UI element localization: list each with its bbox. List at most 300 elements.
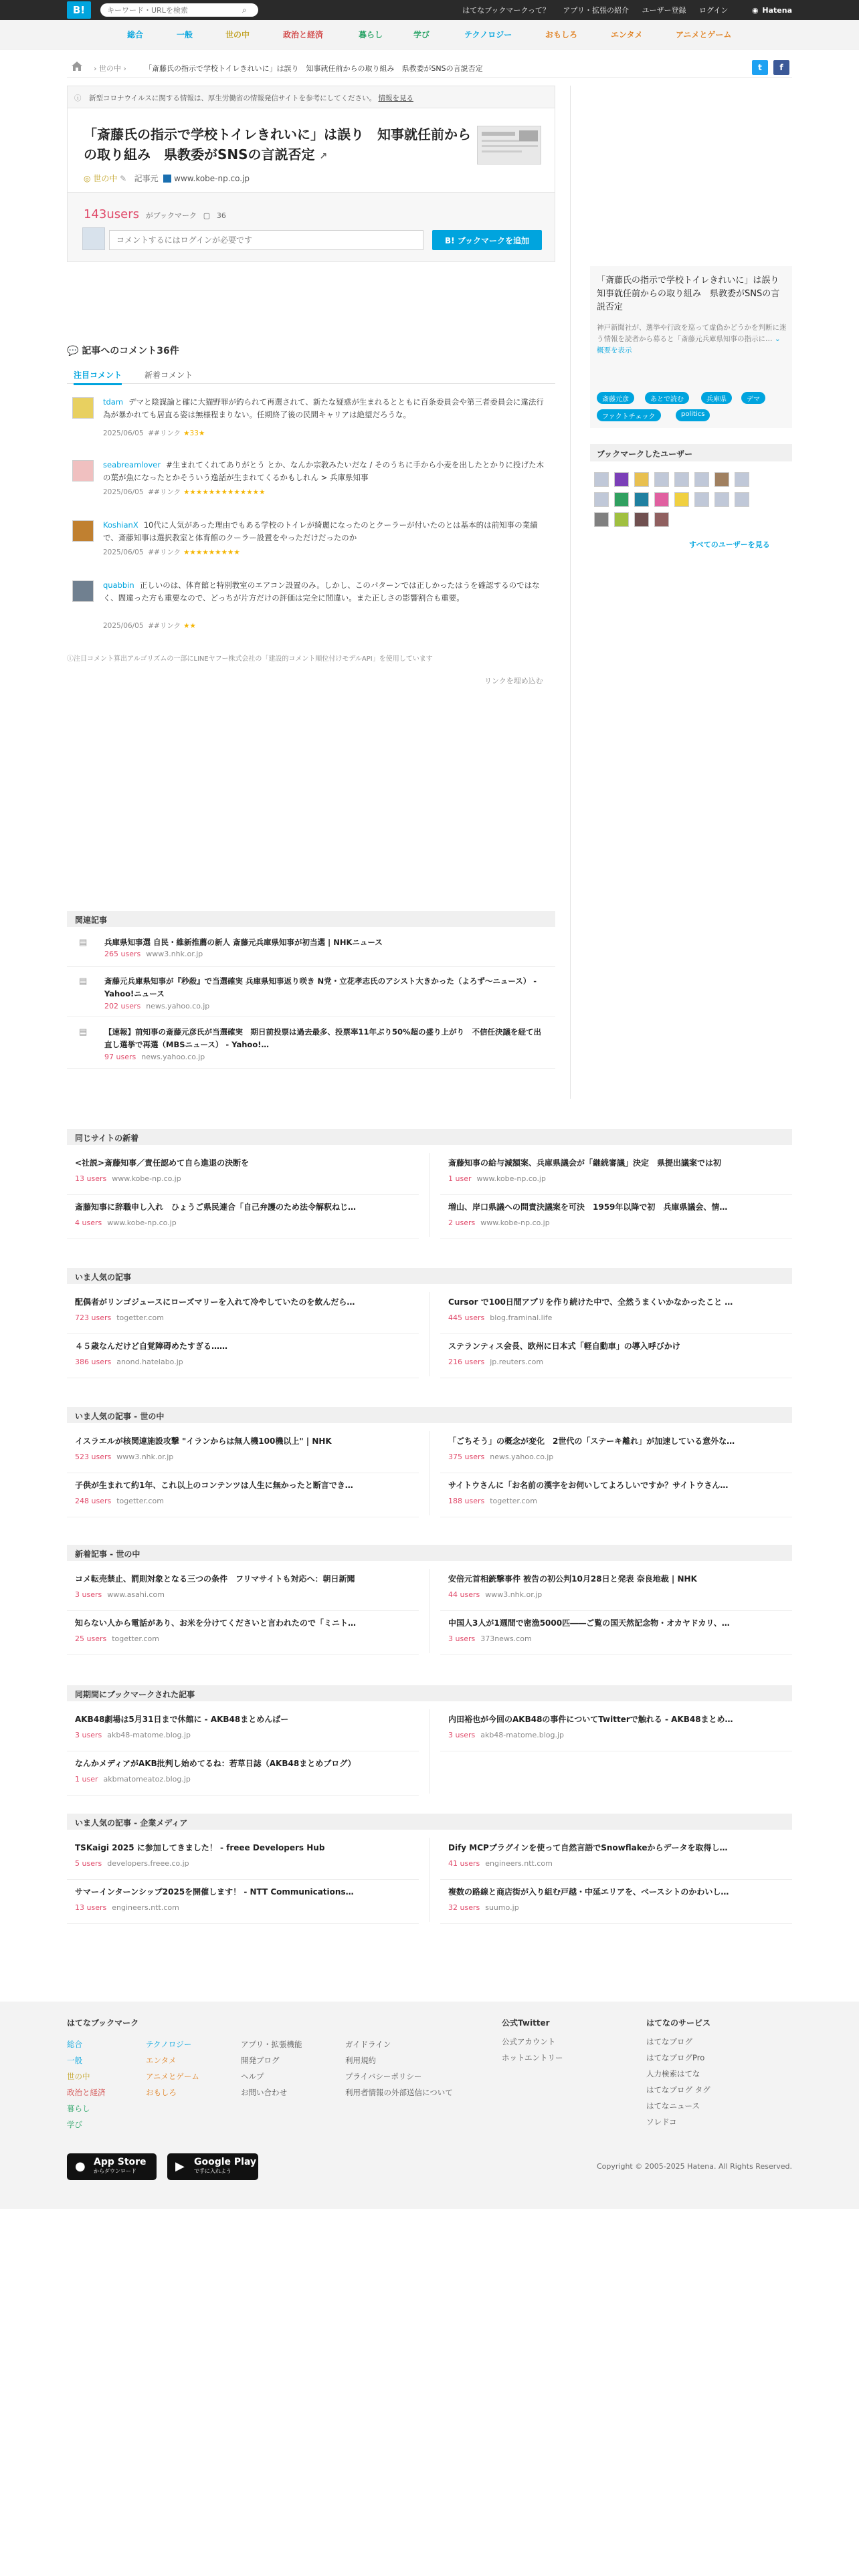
article-users[interactable]: 3 users xyxy=(448,1731,476,1739)
tag[interactable]: ファクトチェック xyxy=(597,409,661,421)
footer-services-col xyxy=(646,2015,710,2130)
user-avatar[interactable] xyxy=(72,520,94,542)
search-icon[interactable]: ⌕ xyxy=(242,5,247,15)
user-avatar[interactable] xyxy=(714,472,729,487)
article-title[interactable]: ４５歳なんだけど自覚障碍めたすぎる…… xyxy=(75,1341,228,1351)
related-item-count[interactable]: 97 users xyxy=(104,1053,136,1061)
tab-it[interactable]: テクノロジー xyxy=(464,30,512,39)
footer-link[interactable]: 学び xyxy=(67,2120,82,2129)
star-icon[interactable]: ★33★ xyxy=(183,429,205,437)
user-avatar[interactable] xyxy=(72,460,94,481)
column-divider xyxy=(429,1838,430,1922)
tab-fun[interactable]: おもしろ xyxy=(545,30,578,39)
hatena-bookmark-logo[interactable]: B! xyxy=(67,1,91,19)
article-item[interactable] xyxy=(75,1713,416,1739)
comment-link[interactable]: ##リンク xyxy=(148,548,181,556)
article-item[interactable] xyxy=(448,1157,791,1183)
article-item[interactable] xyxy=(75,1842,416,1868)
column-divider xyxy=(429,1153,430,1237)
top-links xyxy=(452,5,792,15)
about-link[interactable]: はてなブックマークって？ xyxy=(462,6,550,15)
signup-link[interactable]: ユーザー登録 xyxy=(642,6,686,15)
user-avatar[interactable] xyxy=(634,512,649,527)
article-users[interactable]: 32 users xyxy=(448,1903,480,1912)
user-avatar[interactable] xyxy=(634,492,649,507)
footer-link[interactable]: 開発ブログ xyxy=(241,2056,280,2065)
article-users[interactable]: 523 users xyxy=(75,1453,112,1461)
footer-heading: はてなブックマーク xyxy=(67,2018,139,2028)
footer-link[interactable]: 暮らし xyxy=(67,2104,90,2113)
tab-game[interactable]: アニメとゲーム xyxy=(676,30,732,39)
home-icon[interactable] xyxy=(71,61,83,74)
footer-link[interactable]: はてなブログ xyxy=(646,2037,692,2046)
user-avatar[interactable] xyxy=(614,492,629,507)
article-users[interactable]: 723 users xyxy=(75,1313,112,1322)
user-avatar[interactable] xyxy=(72,397,94,419)
footer-link[interactable]: 人力検索はてな xyxy=(646,2069,700,2078)
article-title[interactable]: Dify MCPプラグインを使って自然言語でSnowflakeからデータを取得し… xyxy=(448,1843,728,1852)
article-domain[interactable]: www.asahi.com xyxy=(107,1590,165,1599)
comment-link[interactable]: ##リンク xyxy=(148,488,181,496)
comment-input[interactable] xyxy=(109,230,423,250)
article-users[interactable]: 5 users xyxy=(75,1859,102,1868)
article-users[interactable]: 375 users xyxy=(448,1453,485,1461)
article-title[interactable]: なんかメディアがAKB批判し始めてるね：若草日誌（AKB48まとめブログ） xyxy=(75,1759,356,1768)
comment-date[interactable]: 2025/06/05 xyxy=(103,429,144,437)
article-domain[interactable]: www3.nhk.or.jp xyxy=(485,1590,543,1599)
user-avatar[interactable] xyxy=(674,472,689,487)
comment-body xyxy=(103,579,545,605)
tag[interactable]: 斎藤元彦 xyxy=(597,392,634,404)
login-link[interactable]: ログイン xyxy=(698,6,729,15)
divider xyxy=(440,1879,792,1880)
article-title[interactable]: 「ごちそう」の概念が変化 2世代の「ステーキ離れ」が加速している意外な… xyxy=(448,1436,735,1446)
article-sub xyxy=(75,1775,416,1784)
article-sub xyxy=(448,1453,791,1461)
article-users[interactable]: 13 users xyxy=(75,1903,107,1912)
app-store-small: からダウンロード xyxy=(94,2168,136,2174)
footer-link[interactable]: 利用者情報の外部送信について xyxy=(345,2088,453,2097)
divider xyxy=(440,1333,792,1334)
article-users[interactable]: 3 users xyxy=(75,1731,102,1739)
article-domain[interactable]: 373news.com xyxy=(480,1634,532,1643)
article-users[interactable]: 188 users xyxy=(448,1497,485,1505)
entry-record-label: 記事元 xyxy=(134,174,159,183)
article-item[interactable] xyxy=(448,1479,791,1505)
article-item[interactable] xyxy=(75,1157,416,1183)
article-item[interactable] xyxy=(448,1435,791,1461)
comment-body xyxy=(103,519,545,544)
section-title: 新着記事 - 世の中 xyxy=(67,1545,792,1561)
comment-date[interactable]: 2025/06/05 xyxy=(103,488,144,496)
edit-icon: ✎ xyxy=(120,174,127,183)
divider xyxy=(67,1610,419,1611)
document-icon: ▤ xyxy=(79,938,88,948)
comment-text: 10代に人気があった理由でもある学校のトイレが綺麗になったのとクーラーが付いたのとは基本的は前知事の業績で、斎藤知事は選択教室と体育館のクーラー設置をやっただけだったのか xyxy=(103,520,538,542)
column-divider xyxy=(570,86,571,1099)
comment-date[interactable]: 2025/06/05 xyxy=(103,548,144,556)
article-domain[interactable]: togetter.com xyxy=(116,1497,164,1505)
tab-new-comments[interactable]: 新着コメント xyxy=(145,370,193,380)
article-sub xyxy=(75,1497,416,1505)
entry-domain[interactable]: www.kobe-np.co.jp xyxy=(174,174,250,183)
footer-link[interactable]: はてなブログPro xyxy=(646,2053,705,2062)
tag[interactable]: デマ xyxy=(741,392,765,404)
comment-algorithm-note xyxy=(67,653,433,663)
tag[interactable]: 兵庫県 xyxy=(701,392,732,404)
article-domain[interactable]: togetter.com xyxy=(490,1497,537,1505)
footer-link[interactable]: はてなニュース xyxy=(646,2101,700,2111)
tab-social[interactable]: 世の中 xyxy=(225,30,250,39)
article-users[interactable]: 4 users xyxy=(75,1218,102,1227)
article-item[interactable] xyxy=(75,1340,416,1366)
article-sub xyxy=(75,1218,416,1227)
google-play-icon: ▶ xyxy=(175,2159,185,2173)
article-users[interactable]: 25 users xyxy=(75,1634,107,1643)
user-avatar[interactable] xyxy=(614,512,629,527)
article-title[interactable]: AKB48劇場は5月31日まで休館に - AKB48まとめんばー xyxy=(75,1715,289,1724)
embed-link[interactable]: リンクを埋め込む xyxy=(484,677,543,685)
comment-user[interactable]: tdam xyxy=(103,397,124,407)
user-avatar[interactable] xyxy=(594,472,609,487)
article-domain[interactable]: jp.reuters.com xyxy=(490,1358,544,1366)
article-sub xyxy=(75,1903,416,1912)
article-domain[interactable]: developers.freee.co.jp xyxy=(107,1859,189,1868)
footer-link[interactable]: 政治と経済 xyxy=(67,2088,106,2097)
article-item[interactable] xyxy=(448,1573,791,1599)
comment-user[interactable]: KoshianX xyxy=(103,520,138,530)
comment-count: 36 xyxy=(216,211,226,220)
related-item-sub xyxy=(104,1053,205,1061)
user-avatar[interactable] xyxy=(654,512,669,527)
footer-twitter-col xyxy=(502,2015,563,2066)
comment-note-text: 注目コメント算出アルゴリズムの一部にLINEヤフー株式会社の「建設的コメント順位付けモデルAPI」を使用しています xyxy=(74,655,433,663)
see-all-users-link[interactable]: すべてのユーザーを見る xyxy=(689,540,770,549)
related-item-domain[interactable]: news.yahoo.co.jp xyxy=(141,1053,205,1061)
category-nav xyxy=(0,20,859,49)
article-item[interactable] xyxy=(448,1340,791,1366)
divider xyxy=(67,1795,419,1796)
covid-notice xyxy=(67,86,555,108)
article-sub xyxy=(448,1731,791,1739)
show-summary-label: 概要を表示 xyxy=(597,346,632,354)
footer-link[interactable]: 公式アカウント xyxy=(502,2037,556,2046)
related-item-count[interactable]: 265 users xyxy=(104,950,141,958)
chevron-right-icon: › xyxy=(94,64,97,73)
tab-life[interactable]: 暮らし xyxy=(359,30,383,39)
related-item-domain[interactable]: www3.nhk.or.jp xyxy=(146,950,203,958)
google-play-label: Google Play xyxy=(194,2157,257,2167)
section-title: いま人気の記事 - 世の中 xyxy=(67,1407,792,1423)
user-avatar[interactable] xyxy=(594,492,609,507)
tab-all[interactable]: 総合 xyxy=(127,30,144,39)
facebook-share-icon[interactable]: f xyxy=(773,60,789,75)
article-domain[interactable]: togetter.com xyxy=(112,1634,159,1643)
article-users[interactable]: 44 users xyxy=(448,1590,480,1599)
article-sub xyxy=(75,1590,416,1599)
article-title[interactable]: 子供が生まれて約1年、これ以上のコンテンツは人生に無かったと断言でき… xyxy=(75,1481,353,1490)
column-divider xyxy=(429,1709,430,1794)
article-users[interactable]: 445 users xyxy=(448,1313,485,1322)
entry-category[interactable]: 世の中 xyxy=(93,174,118,183)
article-title[interactable]: ステランティス会長、欧州に日本式「軽自動車」の導入呼びかけ xyxy=(448,1341,680,1351)
article-title[interactable]: サマーインターンシップ2025を開催します！ - NTT Communications… xyxy=(75,1887,354,1897)
footer-heading: はてなのサービス xyxy=(646,2018,711,2028)
article-item[interactable] xyxy=(75,1435,416,1461)
user-avatar[interactable] xyxy=(614,472,629,487)
user-avatar[interactable] xyxy=(694,492,709,507)
footer-bookmark-col xyxy=(67,2015,138,2034)
footer-link[interactable]: プライバシーポリシー xyxy=(345,2072,422,2081)
article-item[interactable] xyxy=(75,1296,416,1322)
related-item[interactable] xyxy=(67,975,555,1016)
article-title[interactable]: イスラエルが核関連施設攻撃 "イランからは無人機100機以上" | NHK xyxy=(75,1436,332,1446)
related-item-title[interactable]: 斎藤元兵庫県知事が『秒殺』で当選確実 兵庫県知事返り咲き N党・立花孝志氏のアシスト大きかった（よろず～ニュース） - Yahoo!ニュース xyxy=(104,976,537,998)
article-sub xyxy=(448,1358,791,1366)
article-item[interactable] xyxy=(448,1617,791,1643)
article-domain[interactable]: www3.nhk.or.jp xyxy=(116,1453,174,1461)
divider xyxy=(440,1610,792,1611)
article-domain[interactable]: news.yahoo.co.jp xyxy=(490,1453,554,1461)
user-avatar[interactable] xyxy=(594,512,609,527)
footer-link[interactable]: お問い合わせ xyxy=(241,2088,287,2097)
footer-link[interactable]: おもしろ xyxy=(146,2088,177,2097)
comment-date[interactable]: 2025/06/05 xyxy=(103,622,144,630)
article-title[interactable]: 複数の路線と商店街が入り組む戸越・中延エリアを、ベースシトのかわいし… xyxy=(448,1887,729,1897)
comment-info xyxy=(103,428,205,438)
article-users[interactable]: 3 users xyxy=(75,1590,102,1599)
article-title[interactable]: 内田裕也が今回のAKB48の事件についてTwitterで触れる - AKB48まとめ… xyxy=(448,1715,733,1724)
comment-user[interactable]: quabbin xyxy=(103,580,134,590)
notice-link[interactable]: 情報を見る xyxy=(378,94,413,102)
comment-text: 正しいのは、体育館と特別教室のエアコン設置のみ。しかし、このパターンでは正しかったはうを確認するのではなく、間違った方も重要なので、どっちが片方だけの評価は完全に間違い。また正しさの影響割合も重要。 xyxy=(103,580,540,603)
entry-thumbnail[interactable] xyxy=(477,126,541,165)
article-users[interactable]: 1 user xyxy=(448,1174,472,1183)
footer-link[interactable]: テクノロジー xyxy=(146,2040,192,2049)
summary-desc-text: 神戸新聞社が、選挙や行政を巡って虚偽かどうかを判断に迷う情報を読者から募ると「斎藤元兵庫県知事の指示に… xyxy=(597,324,787,343)
comment-item xyxy=(67,459,555,511)
article-domain[interactable]: engineers.ntt.com xyxy=(485,1859,553,1868)
article-users[interactable]: 13 users xyxy=(75,1174,107,1183)
article-domain[interactable]: www.kobe-np.co.jp xyxy=(112,1174,181,1183)
comments-header xyxy=(67,344,179,357)
article-users[interactable]: 41 users xyxy=(448,1859,480,1868)
comment-text: #生まれてくれてありがとう とか、なんか宗教みたいだな / そのうちに手から小麦を出したとかりに投げた木の葉が魚になったとかそういう逸話が生まれてくるかもしれん > 兵庫県知事 xyxy=(103,460,545,482)
footer-policy-col xyxy=(345,2036,453,2101)
article-title[interactable]: Cursor で100日間アプリを作り続けた中で、全然うまくいかなかったこと … xyxy=(448,1297,733,1307)
tag[interactable]: politics xyxy=(676,409,710,421)
related-item-domain[interactable]: news.yahoo.co.jp xyxy=(146,1002,210,1010)
article-item[interactable] xyxy=(75,1617,416,1643)
article-title[interactable]: <社説>斎藤知事／責任認めて自ら進退の決断を xyxy=(75,1158,250,1168)
tag[interactable]: あとで読む xyxy=(645,392,689,404)
article-title[interactable]: サイトウさんに「お名前の漢字をお伺いしてよろしいですか？サイトウさん… xyxy=(448,1481,729,1490)
twitter-share-icon[interactable]: t xyxy=(752,60,768,75)
article-domain[interactable]: suumo.jp xyxy=(485,1903,519,1912)
article-users[interactable]: 386 users xyxy=(75,1358,112,1366)
google-play-button[interactable] xyxy=(167,2153,258,2180)
article-sub xyxy=(448,1590,791,1599)
document-icon: ▤ xyxy=(79,1027,88,1037)
article-sub xyxy=(448,1313,791,1322)
related-title: 関連記事 xyxy=(67,911,555,927)
article-users[interactable]: 2 users xyxy=(448,1218,476,1227)
article-users[interactable]: 1 user xyxy=(75,1775,98,1784)
article-users[interactable]: 248 users xyxy=(75,1497,112,1505)
hatena-brand-link[interactable] xyxy=(741,6,792,15)
site-favicon-icon xyxy=(163,175,171,183)
article-users[interactable]: 3 users xyxy=(448,1634,476,1643)
user-avatar[interactable] xyxy=(634,472,649,487)
footer-link[interactable]: アニメとゲーム xyxy=(146,2072,199,2081)
footer-link[interactable]: 一般 xyxy=(67,2056,82,2065)
article-title[interactable]: 中国人3人が1週間で密漁5000匹――ご覧の国天然記念物・オカヤドカリ、… xyxy=(448,1618,730,1628)
footer-link[interactable]: ホットエントリー xyxy=(502,2053,563,2062)
user-avatar[interactable] xyxy=(735,472,749,487)
user-avatar[interactable] xyxy=(714,492,729,507)
footer xyxy=(0,2002,859,2209)
column-divider xyxy=(429,1431,430,1515)
related-item-title[interactable]: 兵庫県知事選 自民・維新推薦の新人 斎藤元兵庫県知事が初当選 | NHKニュース xyxy=(104,938,383,947)
comment-info xyxy=(103,621,196,631)
article-title[interactable]: 斎藤知事に辞職申し入れ ひょうご県民連合「自己弁護のため法令解釈ねじ… xyxy=(75,1202,357,1212)
star-icon[interactable]: ★★★★★★★★★ xyxy=(183,548,240,556)
footer-link[interactable]: 世の中 xyxy=(67,2072,90,2081)
article-domain[interactable]: www.kobe-np.co.jp xyxy=(107,1218,177,1227)
footer-link[interactable]: エンタメ xyxy=(146,2056,177,2065)
article-sub xyxy=(75,1731,416,1739)
article-title[interactable]: 知らない人から電話があり、お米を分けてくださいと言われたので「ミニト… xyxy=(75,1618,357,1628)
article-domain[interactable]: akb48-matome.blog.jp xyxy=(107,1731,191,1739)
external-link-icon[interactable]: ↗ xyxy=(319,151,328,162)
article-domain[interactable]: akb48-matome.blog.jp xyxy=(480,1731,565,1739)
section-title: いま人気の記事 xyxy=(67,1268,792,1284)
article-title[interactable]: 安倍元首相銃撃事件 被告の初公判10月28日と発表 奈良地裁 | NHK xyxy=(448,1574,697,1584)
user-avatar[interactable] xyxy=(694,472,709,487)
divider xyxy=(67,1923,419,1924)
footer-link[interactable]: ヘルプ xyxy=(241,2072,264,2081)
app-store-button[interactable] xyxy=(67,2153,157,2180)
user-avatar[interactable] xyxy=(654,472,669,487)
article-title[interactable]: コメ転売禁止、罰則対象となる三つの条件 フリマサイトも対応へ：朝日新聞 xyxy=(75,1574,355,1584)
star-icon[interactable]: ★★ xyxy=(183,622,196,630)
article-item[interactable] xyxy=(448,1886,791,1912)
article-domain[interactable]: akbmatomeatoz.blog.jp xyxy=(103,1775,191,1784)
tab-general[interactable]: 一般 xyxy=(177,30,193,39)
article-domain[interactable]: anond.hatelabo.jp xyxy=(116,1358,183,1366)
article-item[interactable] xyxy=(448,1713,791,1739)
comment-info xyxy=(103,547,240,557)
article-item[interactable] xyxy=(75,1886,416,1912)
article-domain[interactable]: engineers.ntt.com xyxy=(112,1903,179,1912)
article-users[interactable]: 216 users xyxy=(448,1358,485,1366)
divider xyxy=(440,1654,792,1655)
article-domain[interactable]: togetter.com xyxy=(116,1313,164,1322)
comment-body xyxy=(103,459,545,484)
article-domain[interactable]: blog.framinal.life xyxy=(490,1313,553,1322)
footer-link[interactable]: 総合 xyxy=(67,2040,82,2049)
article-item[interactable] xyxy=(448,1201,791,1227)
article-title[interactable]: TSKaigi 2025 に参加してきました！ - freee Developers Hub xyxy=(75,1843,325,1852)
user-avatar[interactable] xyxy=(674,492,689,507)
user-avatar[interactable] xyxy=(654,492,669,507)
divider xyxy=(440,1923,792,1924)
breadcrumb-category[interactable] xyxy=(94,63,126,74)
tab-popular-comments[interactable]: 注目コメント xyxy=(74,369,122,385)
footer-link[interactable]: アプリ・拡張機能 xyxy=(241,2040,302,2049)
related-item-count[interactable]: 202 users xyxy=(104,1002,141,1010)
summary-card xyxy=(590,266,792,428)
info-icon: ⓘ xyxy=(74,94,82,102)
speech-bubble-icon: 💬 xyxy=(67,346,79,356)
comment-link[interactable]: ##リンク xyxy=(148,429,181,437)
related-item-title[interactable]: 【速報】前知事の斎藤元彦氏が当選確実 期日前投票は過去最多、投票率11年ぶり50%超の盛り上がり 不信任決議を経て出直し選挙で再選（MBSニュース） - Yahoo!… xyxy=(104,1027,542,1049)
article-title[interactable]: 配偶者がリンゴジュースにローズマリーを入れて冷やしていたのを飲んだら… xyxy=(75,1297,355,1307)
article-sub xyxy=(448,1174,791,1183)
article-item[interactable] xyxy=(75,1757,416,1784)
column-divider xyxy=(429,1292,430,1376)
related-item[interactable] xyxy=(67,936,555,967)
top-bar xyxy=(0,0,859,20)
article-item[interactable] xyxy=(75,1573,416,1599)
breadcrumb-title: 「斎藤氏の指示で学校トイレきれいに」は誤り 知事就任前からの取り組み 県教委がSNSの言説否定 xyxy=(145,64,483,73)
footer-link[interactable]: ソレドコ xyxy=(646,2117,677,2127)
related-item[interactable] xyxy=(67,1026,555,1069)
article-sub xyxy=(75,1859,416,1868)
article-title[interactable]: 斎藤知事の給与減額案、兵庫県議会が「継続審議」決定 県提出議案では初 xyxy=(448,1158,722,1168)
entry-title[interactable] xyxy=(84,124,472,167)
tab-entertainment[interactable]: エンタメ xyxy=(611,30,643,39)
tab-knowledge[interactable]: 学び xyxy=(413,30,430,39)
column-divider xyxy=(429,1569,430,1653)
article-item[interactable] xyxy=(448,1842,791,1868)
search-input[interactable] xyxy=(100,3,258,17)
user-avatar[interactable] xyxy=(735,492,749,507)
tab-economics[interactable]: 政治と経済 xyxy=(283,30,324,39)
bookmark-count[interactable] xyxy=(84,207,226,221)
article-domain[interactable]: www.kobe-np.co.jp xyxy=(480,1218,550,1227)
comment-link[interactable]: ##リンク xyxy=(148,622,181,630)
notice-text: 新型コロナウイルスに関する情報は、厚生労働省の情報発信サイトを参考にしてください。 xyxy=(89,94,377,102)
summary-title[interactable]: 「斎藤氏の指示で学校トイレきれいに」は誤り 知事就任前からの取り組み 県教委がSNSの言説否定 xyxy=(597,276,788,312)
article-sub xyxy=(75,1634,416,1643)
article-sub xyxy=(75,1313,416,1322)
document-icon: ▤ xyxy=(79,976,88,986)
entry-category-icon: ◎ xyxy=(84,174,91,183)
comment-user[interactable]: seabreamlover xyxy=(103,460,161,469)
article-item[interactable] xyxy=(75,1201,416,1227)
chevron-down-icon: ⌄ xyxy=(774,335,781,343)
footer-link[interactable]: 利用規約 xyxy=(345,2056,376,2065)
star-icon[interactable]: ★★★★★★★★★★★★★ xyxy=(183,488,266,496)
article-domain[interactable]: www.kobe-np.co.jp xyxy=(476,1174,546,1183)
article-item[interactable] xyxy=(75,1479,416,1505)
related-item-sub xyxy=(104,1002,209,1010)
footer-link[interactable]: ガイドライン xyxy=(345,2040,391,2049)
article-sub xyxy=(448,1497,791,1505)
add-bookmark-button[interactable]: B! ブックマークを追加 xyxy=(432,230,542,250)
comment-item xyxy=(67,396,555,448)
user-avatar[interactable] xyxy=(72,580,94,602)
comments-header-text: 記事へのコメント36件 xyxy=(82,346,179,356)
copyright: Copyright © 2005-2025 Hatena. All Rights Reserved. xyxy=(596,2162,792,2171)
apps-link[interactable]: アプリ・拡張の紹介 xyxy=(563,6,629,15)
comment-body xyxy=(103,396,545,421)
article-item[interactable] xyxy=(448,1296,791,1322)
article-title[interactable]: 増山、岸口県議への問責決議案を可決 1959年以降で初 兵庫県議会、情… xyxy=(448,1202,728,1212)
footer-link[interactable]: はてなブログ タグ xyxy=(646,2085,710,2095)
breadcrumb xyxy=(67,58,792,78)
